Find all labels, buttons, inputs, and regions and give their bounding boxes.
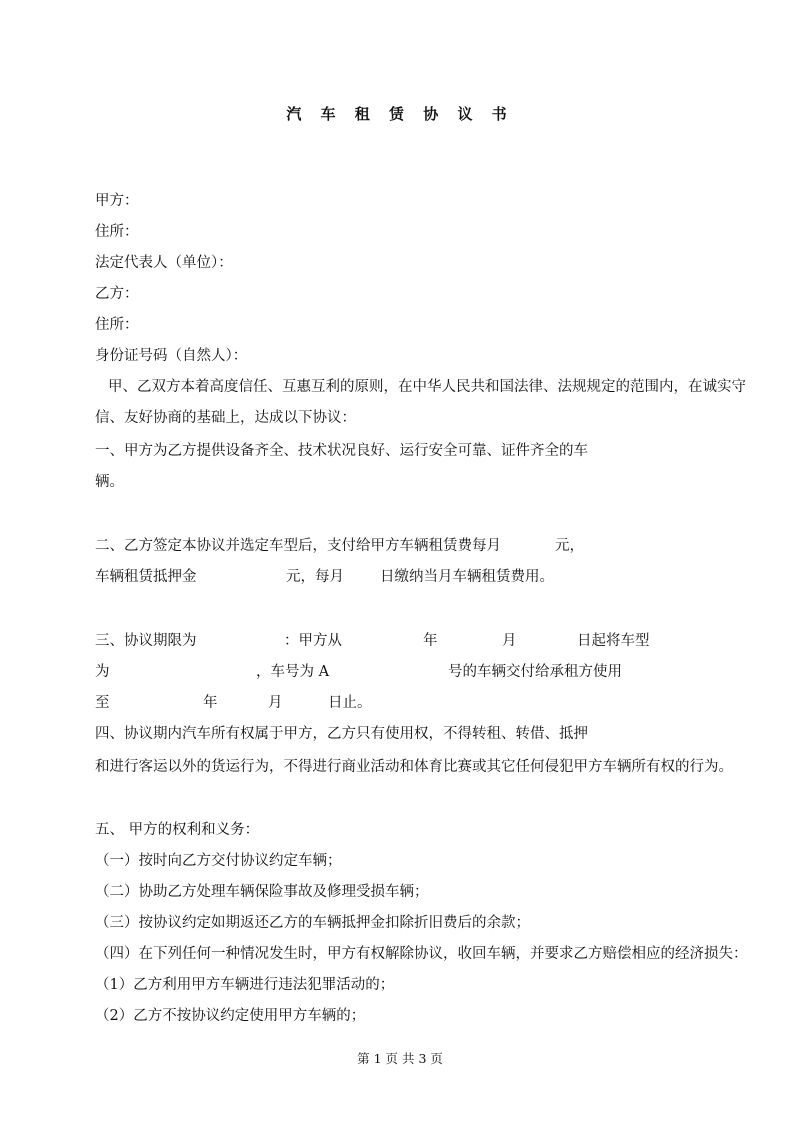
clause-3-month-text: 月 — [502, 633, 517, 649]
party-a-label: 甲方： — [95, 193, 139, 209]
page-footer: 第 1 页 共 3 页 — [357, 1051, 443, 1066]
clause-2-rent-unit: 元， — [555, 538, 584, 554]
clause-2-deposit-text: 车辆租赁抵押金 — [95, 569, 197, 585]
clause-4-line-1: 四、协议期内汽车所有权属于甲方，乙方只有使用权，不得转租、转借、抵押 — [95, 726, 588, 742]
clause-3-plate-text: ，车号为 A — [256, 664, 330, 680]
clause-3-day-text: 日起将车型 — [577, 633, 650, 649]
clause-4-line-2: 和进行客运以外的货运行为，不得进行商业活动和体育比赛或其它任何侵犯甲方车辆所有权的行为。 — [95, 759, 733, 775]
clause-3-delivery-text: 号的车辆交付给承租方使用 — [448, 664, 622, 680]
preamble-line-1: 甲、乙双方本着高度信任、互惠互利的原则，在中华人民共和国法律、法规规定的范围内，在诚实守 — [108, 379, 746, 395]
clause-5-subitem-2: （2）乙方不按协议约定使用甲方车辆的； — [95, 1008, 366, 1024]
clause-5-item-3: （三）按协议约定如期返还乙方的车辆抵押金扣除折旧费后的余款； — [95, 915, 530, 931]
clause-3-from-text: ：甲方从 — [284, 633, 342, 649]
document-title: 汽 车 租 赁 协 议 书 — [286, 105, 514, 123]
clause-3-end-month: 月 — [268, 695, 283, 711]
legal-rep-label: 法定代表人（单位）： — [95, 255, 233, 271]
clause-3-end-year: 年 — [203, 695, 218, 711]
clause-3-year-text: 年 — [423, 633, 438, 649]
clause-1-line-2: 辆。 — [95, 474, 124, 490]
clause-5-heading: 五、 甲方的权利和义务： — [95, 822, 260, 838]
clause-3-term-text: 三、协议期限为 — [95, 633, 197, 649]
clause-2-rent-text: 二、乙方签定本协议并选定车型后，支付给甲方车辆租赁费每月 — [95, 538, 501, 554]
clause-5-subitem-1: （1）乙方利用甲方车辆进行违法犯罪活动的； — [95, 977, 395, 993]
clause-5-item-1: （一）按时向乙方交付协议约定车辆； — [95, 853, 342, 869]
clause-2-deposit-unit: 元，每月 — [286, 569, 344, 585]
clause-3-until-text: 至 — [95, 695, 110, 711]
party-b-address-label: 住所： — [95, 317, 139, 333]
clause-3-end-day: 日止。 — [328, 695, 372, 711]
clause-3-model-text: 为 — [95, 664, 110, 680]
clause-1-line-1: 一、甲方为乙方提供设备齐全、技术状况良好、运行安全可靠、证件齐全的车 — [95, 443, 588, 459]
clause-2-payment-day: 日缴纳当月车辆租赁费用。 — [380, 569, 554, 585]
id-number-label: 身份证号码（自然人）： — [95, 348, 248, 364]
clause-5-item-4: （四）在下列任何一种情况发生时，甲方有权解除协议，收回车辆，并要求乙方赔偿相应的经济损失： — [95, 946, 748, 962]
party-a-address-label: 住所： — [95, 224, 139, 240]
clause-5-item-2: （二）协助乙方处理车辆保险事故及修理受损车辆； — [95, 884, 429, 900]
party-b-label: 乙方： — [95, 286, 139, 302]
preamble-line-2: 信、友好协商的基础上，达成以下协议： — [95, 410, 356, 426]
